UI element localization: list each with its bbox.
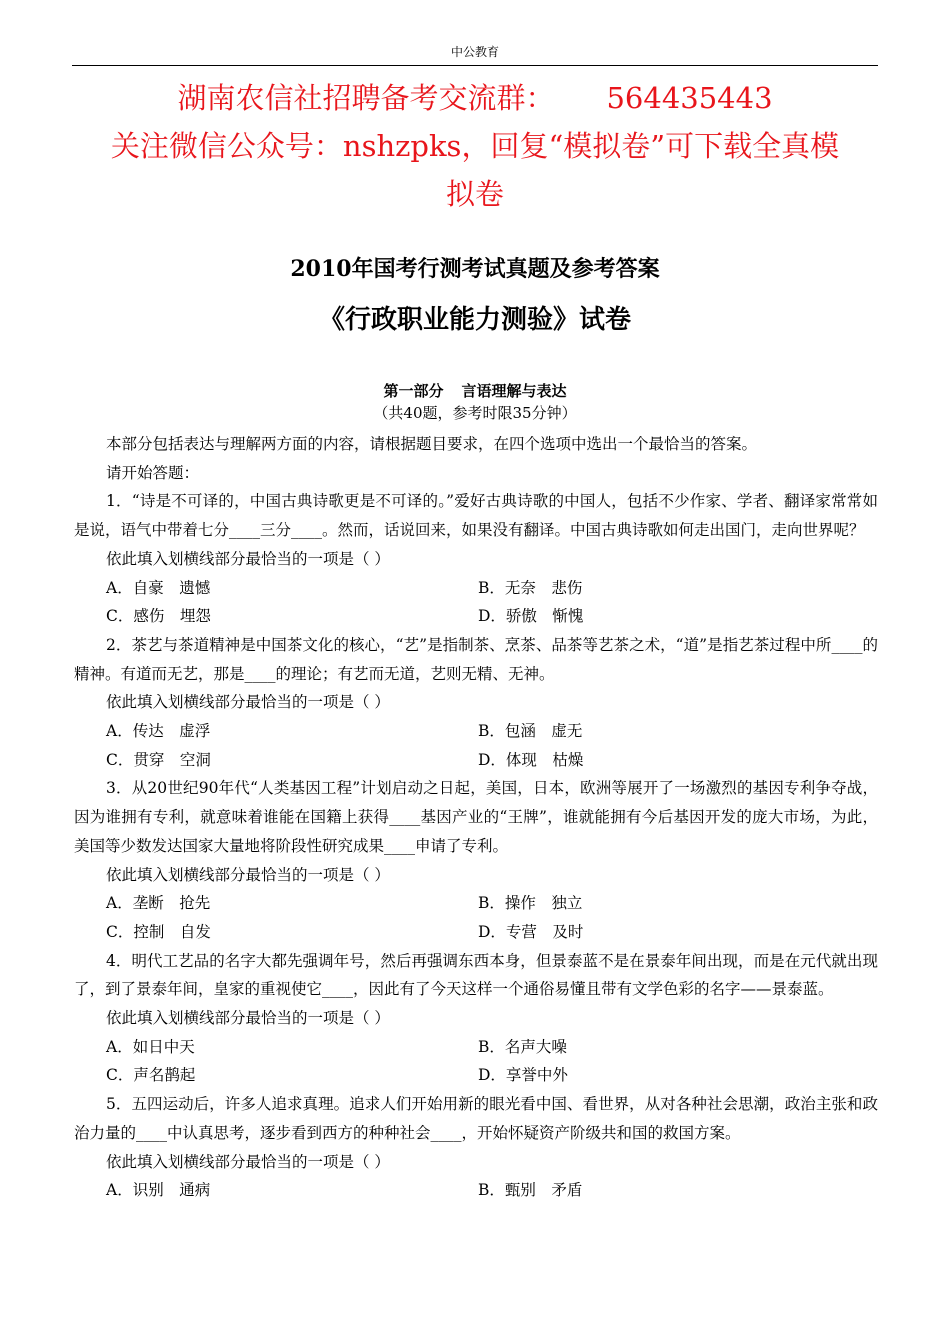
part-topic: 言语理解与表达 bbox=[461, 382, 567, 400]
option-a: A．识别 通病 bbox=[106, 1181, 211, 1200]
option-row bbox=[74, 717, 878, 746]
option-b: B．包涵 虚无 bbox=[478, 722, 583, 741]
option-row bbox=[74, 574, 878, 603]
header-divider bbox=[72, 65, 878, 66]
option-row bbox=[74, 918, 878, 947]
option-c: C．感伤 埋怨 bbox=[106, 607, 211, 626]
option-d: D．骄傲 惭愧 bbox=[478, 607, 584, 626]
banner-group-number: 564435443 bbox=[606, 81, 773, 115]
banner-line-1 bbox=[68, 74, 882, 122]
option-b: B．无奈 悲伤 bbox=[478, 578, 583, 597]
banner-line-2: 关注微信公众号：nshzpks，回复“模拟卷”可下载全真模 bbox=[110, 129, 840, 163]
question-prompt: 依此填入划横线部分最恰当的一项是（ ） bbox=[106, 549, 390, 568]
document-title: 2010年国考行测考试真题及参考答案 bbox=[290, 256, 660, 282]
option-row bbox=[74, 1033, 878, 1062]
option-a: A．自豪 遗憾 bbox=[106, 578, 211, 597]
option-d: D．体现 枯燥 bbox=[478, 750, 584, 769]
option-d: D．享誉中外 bbox=[478, 1066, 568, 1085]
option-row bbox=[74, 602, 878, 631]
question-text: 4．明代工艺品的名字大都先强调年号，然后再强调东西本身，但景泰蓝不是在景泰年间出现，而是在元代就出现了，到了景泰年间，皇家的重视使它____，因此有了今天这样一个通俗易懂且带有文学色彩的名字——景泰蓝。 bbox=[74, 951, 878, 999]
question-5 bbox=[74, 1090, 878, 1205]
question-prompt: 依此填入划横线部分最恰当的一项是（ ） bbox=[106, 865, 390, 884]
question-4 bbox=[74, 947, 878, 1091]
question-2 bbox=[74, 631, 878, 775]
option-row bbox=[74, 1176, 878, 1205]
option-d: D．专营 及时 bbox=[478, 922, 584, 941]
question-prompt: 依此填入划横线部分最恰当的一项是（ ） bbox=[106, 1009, 390, 1028]
option-b: B．名声大噪 bbox=[478, 1037, 567, 1056]
section-intro: 本部分包括表达与理解两方面的内容，请根据题目要求，在四个选项中选出一个最恰当的答案。 bbox=[106, 435, 758, 453]
option-c: C．贯穿 空洞 bbox=[106, 750, 211, 769]
document-subtitle: 《行政职业能力测验》试卷 bbox=[318, 305, 631, 335]
banner-group-label: 湖南农信社招聘备考交流群： bbox=[177, 81, 555, 115]
option-row bbox=[74, 889, 878, 918]
part-note: （共40题，参考时限35分钟） bbox=[373, 404, 577, 422]
page-header: 中公教育 bbox=[450, 45, 499, 59]
option-row bbox=[74, 746, 878, 775]
option-a: A．如日中天 bbox=[106, 1037, 195, 1056]
promo-banner bbox=[68, 74, 882, 218]
question-text: 1．“诗是不可译的，中国古典诗歌更是不可译的。”爱好古典诗歌的中国人，包括不少作家、学者、翻译家常常如是说，语气中带着七分____三分____。然而，话说回来，如果没有翻译。中国古典诗歌如何走出国门，走向世界呢？ bbox=[74, 492, 878, 540]
option-a: A．传达 虚浮 bbox=[106, 722, 211, 741]
option-b: B．甄别 矛盾 bbox=[478, 1181, 583, 1200]
option-a: A．垄断 抢先 bbox=[106, 894, 211, 913]
question-prompt: 依此填入划横线部分最恰当的一项是（ ） bbox=[106, 1152, 390, 1171]
question-text: 2．茶艺与茶道精神是中国茶文化的核心，“艺”是指制茶、烹茶、品茶等艺茶之术，“道”是指艺茶过程中所____的精神。有道而无艺，那是____的理论；有艺而无道，艺则无精、无神。 bbox=[74, 635, 878, 683]
question-prompt: 依此填入划横线部分最恰当的一项是（ ） bbox=[106, 693, 390, 712]
question-3 bbox=[74, 774, 878, 946]
question-text: 5．五四运动后，许多人追求真理。追求人们开始用新的眼光看中国、看世界，从对各种社会思潮，政治主张和政治力量的____中认真思考，逐步看到西方的种种社会____，开始怀疑资产阶级共和国的救国方案。 bbox=[74, 1095, 878, 1142]
option-c: C．声名鹊起 bbox=[106, 1066, 196, 1085]
option-c: C．控制 自发 bbox=[106, 922, 211, 941]
question-1 bbox=[74, 487, 878, 631]
part-name: 第一部分 bbox=[383, 382, 444, 400]
option-row bbox=[74, 1061, 878, 1090]
banner-line-3: 拟卷 bbox=[445, 177, 504, 211]
question-content bbox=[74, 430, 878, 1205]
question-text: 3．从20世纪90年代“人类基因工程”计划启动之日起，美国，日本，欧洲等展开了一场激烈的基因专利争夺战，因为谁拥有专利，就意味着谁能在国籍上获得____基因产业的“王牌”，谁就能拥有今后基因开发的庞大市场，为此，美国等少数发达国家大量地将阶段性研究成果____申请了专利。 bbox=[74, 779, 878, 855]
start-instruction: 请开始答题： bbox=[106, 463, 200, 482]
part-heading bbox=[72, 381, 878, 401]
option-b: B．操作 独立 bbox=[478, 894, 583, 913]
